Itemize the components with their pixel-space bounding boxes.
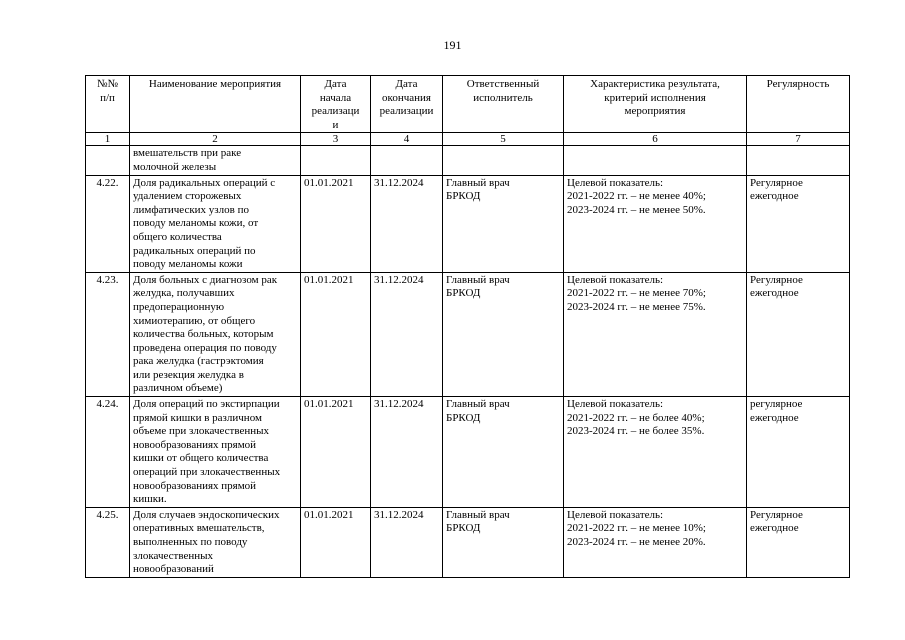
activity-name: Доля больных с диагнозом рак желудка, получавших предоперационную химиотерапию, от общего количества больных, которым проведена операция по поводу рака желудка (гастрэктомия или резекция желудка в различном объеме): [130, 272, 301, 396]
responsible: Главный врач БРКОД: [443, 507, 564, 577]
header-result: Характеристика результата, критерий исполнения мероприятия: [564, 76, 747, 133]
column-number-row: [86, 133, 850, 146]
header-responsible: Ответственный исполнитель: [443, 76, 564, 133]
header-regularity: Регулярность: [747, 76, 850, 133]
end-date: 31.12.2024: [371, 397, 443, 508]
row-number: 4.23.: [86, 272, 130, 396]
start-date: 01.01.2021: [301, 507, 371, 577]
result-criteria: Целевой показатель: 2021-2022 гг. – не менее 70%; 2023-2024 гг. – не менее 75%.: [564, 272, 747, 396]
table-row: [86, 507, 850, 577]
responsible: Главный врач БРКОД: [443, 272, 564, 396]
regularity: Регулярное ежегодное: [747, 272, 850, 396]
start-date: 01.01.2021: [301, 175, 371, 272]
end-date: 31.12.2024: [371, 272, 443, 396]
regularity: Регулярное ежегодное: [747, 175, 850, 272]
result-criteria: Целевой показатель: 2021-2022 гг. – не более 40%; 2023-2024 гг. – не более 35%.: [564, 397, 747, 508]
column-number: 2: [130, 133, 301, 146]
column-number: 6: [564, 133, 747, 146]
header-activity-name: Наименование мероприятия: [130, 76, 301, 133]
measures-table: [85, 75, 850, 578]
column-number: 5: [443, 133, 564, 146]
header-start-date: Дата начала реализаци и: [301, 76, 371, 133]
row-number: 4.24.: [86, 397, 130, 508]
end-date: 31.12.2024: [371, 175, 443, 272]
row-number: 4.25.: [86, 507, 130, 577]
responsible: Главный врач БРКОД: [443, 397, 564, 508]
end-date: 31.12.2024: [371, 507, 443, 577]
responsible: Главный врач БРКОД: [443, 175, 564, 272]
regularity: регулярное ежегодное: [747, 397, 850, 508]
start-date: 01.01.2021: [301, 397, 371, 508]
header-row: [86, 76, 850, 133]
regularity: Регулярное ежегодное: [747, 507, 850, 577]
activity-name: Доля радикальных операций с удалением сторожевых лимфатических узлов по поводу меланомы кожи, от общего количества радикальных операций по поводу меланомы кожи: [130, 175, 301, 272]
activity-name: вмешательств при раке молочной железы: [130, 146, 301, 175]
result-criteria: Целевой показатель: 2021-2022 гг. – не менее 40%; 2023-2024 гг. – не менее 50%.: [564, 175, 747, 272]
column-number: 4: [371, 133, 443, 146]
result-criteria: Целевой показатель: 2021-2022 гг. – не менее 10%; 2023-2024 гг. – не менее 20%.: [564, 507, 747, 577]
table-row-continuation: [86, 146, 850, 175]
column-number: 3: [301, 133, 371, 146]
table-row: [86, 397, 850, 508]
activity-name: Доля случаев эндоскопических оперативных вмешательств, выполненных по поводу злокачественных новообразований: [130, 507, 301, 577]
page-number: 191: [443, 38, 462, 52]
table-row: [86, 175, 850, 272]
column-number: 7: [747, 133, 850, 146]
table-row: [86, 272, 850, 396]
header-end-date: Дата окончания реализации: [371, 76, 443, 133]
header-number: №№ п/п: [86, 76, 130, 133]
row-number: 4.22.: [86, 175, 130, 272]
column-number: 1: [86, 133, 130, 146]
activity-name: Доля операций по экстирпации прямой кишки в различном объеме при злокачественных новообразованиях прямой кишки от общего количества операций при злокачественных новообразованиях прямой кишки.: [130, 397, 301, 508]
start-date: 01.01.2021: [301, 272, 371, 396]
